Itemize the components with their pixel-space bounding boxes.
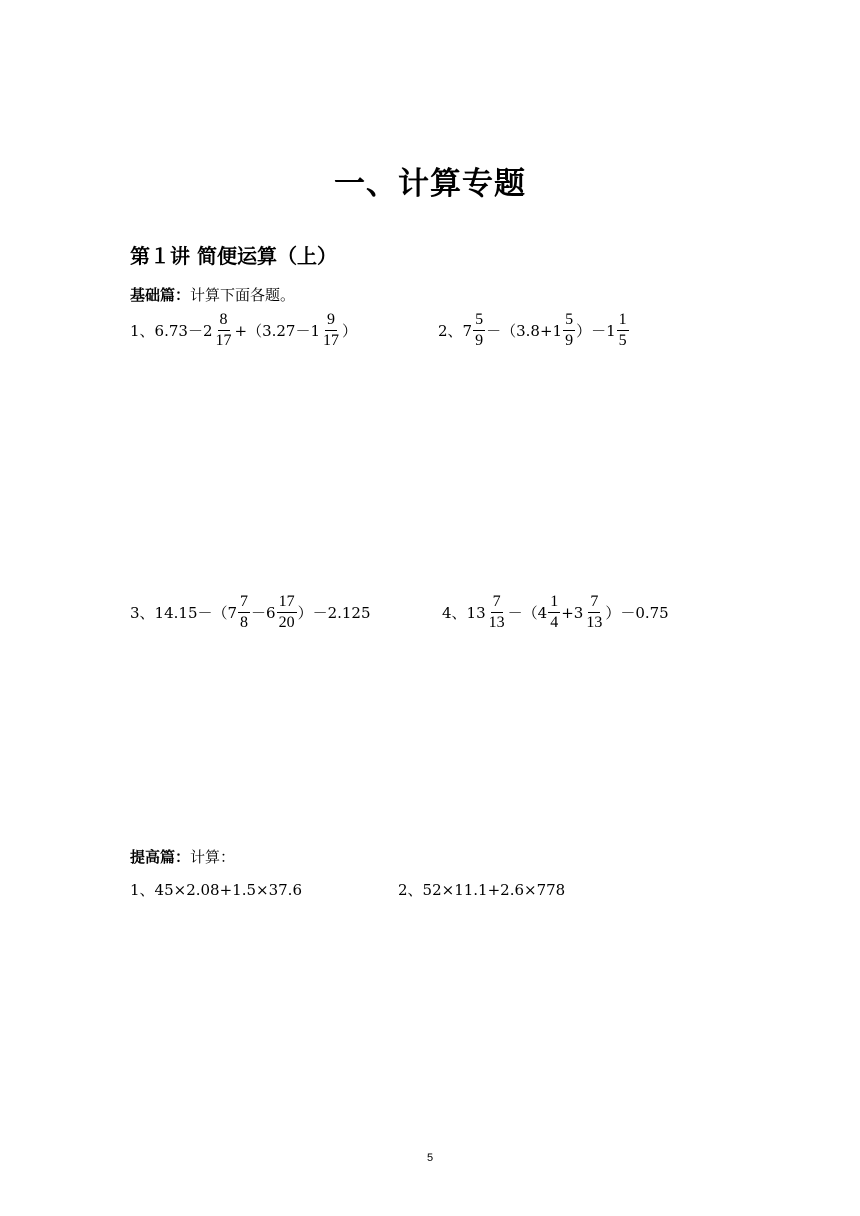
denominator: 17 [323, 332, 340, 349]
advanced-section-label: 提高篇： [130, 848, 191, 866]
basic-problem-3 [130, 593, 371, 632]
advanced-section-heading [130, 846, 235, 867]
problem-text: －（4 [507, 604, 548, 622]
denominator: 20 [278, 614, 295, 631]
problem-text: ） [342, 322, 358, 340]
basic-problem-1 [130, 311, 357, 350]
problem-text: ）－2.125 [297, 604, 371, 622]
numerator: 8 [218, 311, 230, 331]
denominator: 9 [475, 332, 484, 349]
problem-text: ）－1 [576, 322, 616, 340]
problem-text: +3 [561, 603, 584, 622]
denominator: 13 [488, 614, 505, 631]
fraction [321, 311, 341, 350]
denominator: 9 [565, 332, 574, 349]
fraction [617, 311, 629, 350]
problem-text: 2、7 [438, 322, 473, 340]
page-number: 5 [426, 1152, 434, 1164]
advanced-problem-2: 2、52×11.1+2.6×778 [398, 881, 566, 899]
advanced-section-instruction: 计算： [190, 848, 236, 866]
fraction [584, 593, 604, 632]
numerator: 1 [617, 311, 629, 331]
numerator: 17 [277, 593, 297, 613]
fraction [487, 593, 507, 632]
denominator: 5 [618, 332, 627, 349]
numerator: 5 [473, 311, 485, 331]
basic-problem-2 [438, 311, 630, 350]
numerator: 7 [238, 593, 250, 613]
fraction [473, 311, 485, 350]
basic-section-label: 基础篇： [130, 286, 191, 304]
basic-problem-4 [442, 593, 669, 632]
numerator: 1 [548, 593, 560, 613]
problem-text: 4、13 [442, 604, 486, 622]
denominator: 17 [215, 332, 232, 349]
denominator: 4 [550, 614, 559, 631]
problem-text: 1、6.73－2 [130, 322, 213, 340]
fraction [277, 593, 297, 632]
numerator: 7 [491, 593, 503, 613]
advanced-problem-1: 1、45×2.08+1.5×37.6 [130, 881, 302, 899]
lesson-heading: 第１讲 简便运算（上） [130, 244, 337, 268]
problem-text: ）－0.75 [605, 604, 669, 622]
denominator: 8 [240, 614, 249, 631]
numerator: 9 [325, 311, 337, 331]
problem-text: +（3.27－1 [234, 322, 321, 340]
problem-text: －6 [251, 604, 276, 622]
numerator: 7 [588, 593, 600, 613]
problem-text: 3、14.15－（7 [130, 604, 238, 622]
numerator: 5 [563, 311, 575, 331]
problem-text: －（3.8+1 [486, 322, 563, 340]
fraction [238, 593, 250, 632]
denominator: 13 [586, 614, 603, 631]
fraction [548, 593, 560, 632]
basic-section-instruction: 计算下面各题。 [190, 286, 296, 304]
basic-section-heading [130, 284, 295, 305]
fraction [214, 311, 234, 350]
fraction [563, 311, 575, 350]
page-title: 一、计算专题 [334, 166, 526, 202]
